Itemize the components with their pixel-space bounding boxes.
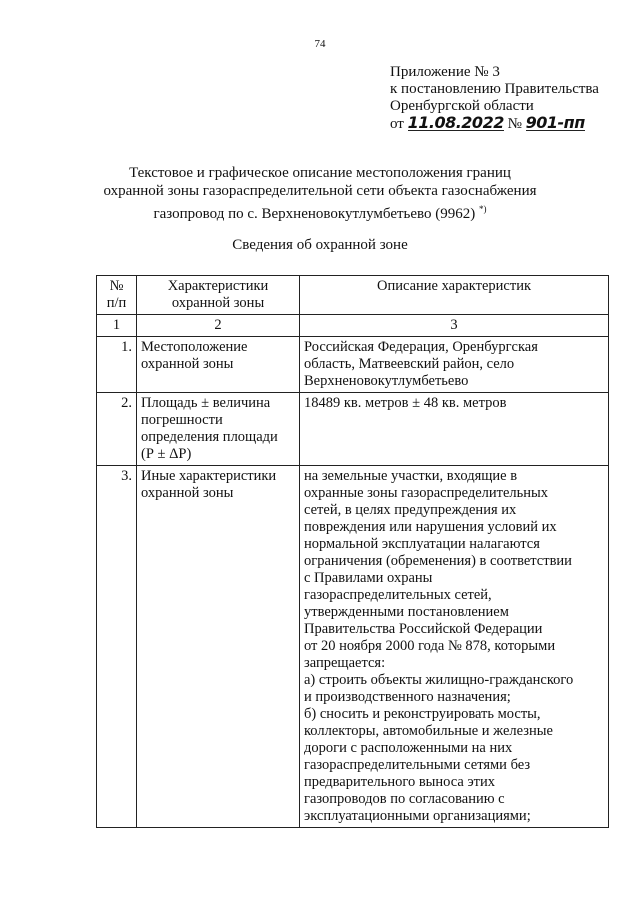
row-description: 18489 кв. метров ± 48 кв. метров <box>300 393 609 466</box>
appendix-date: 11.08.2022 <box>407 113 504 132</box>
section-title: Сведения об охранной зоне <box>232 237 408 253</box>
column-number: 2 <box>137 315 300 337</box>
page-number: 74 <box>314 38 326 50</box>
appendix-date-line <box>390 115 599 133</box>
appendix-from-prefix: от <box>390 116 404 132</box>
column-number-row <box>97 315 609 337</box>
table-row <box>97 393 609 466</box>
row-characteristic: Местоположение охранной зоны <box>137 337 300 393</box>
column-number: 3 <box>300 315 609 337</box>
appendix-line-3: Оренбургской области <box>390 98 534 114</box>
header-num: № п/п <box>97 276 137 315</box>
header-characteristics: Характеристики охранной зоны <box>137 276 300 315</box>
footnote-mark: *) <box>479 204 487 214</box>
title-line-3 <box>0 200 640 223</box>
title-line-1: Текстовое и графическое описание местоположения границ <box>129 165 511 181</box>
document-title <box>0 164 640 223</box>
appendix-line-1: Приложение № 3 <box>390 64 500 80</box>
table-header-row <box>97 276 609 315</box>
appendix-line-2: к постановлению Правительства <box>390 81 599 97</box>
title-line-2: охранной зоны газораспределительной сети объекта газоснабжения <box>103 183 537 199</box>
appendix-number-sign: № <box>507 116 522 132</box>
column-number: 1 <box>97 315 137 337</box>
row-description: на земельные участки, входящие в охранные зоны газораспределительных сетей, в целях предупреждения их повреждения или нарушения условий их нормальной эксплуатации налагаются ограничения (обременения) в соответствии с Правилами охраны газораспределительных сетей, утвержденными постановлением Правительства Российской Федерации от 20 ноября 2000 года № 878, которыми запрещается: а) строить объекты жилищно-гражданского и производственного назначения; б) сносить и реконструировать мосты, коллекторы, автомобильные и железные дороги с расположенными на них газораспределительными сетями без предварительного выноса этих газопроводов по согласованию с эксплуатационными организациями; <box>300 466 609 828</box>
row-description: Российская Федерация, Оренбургская область, Матвеевский район, село Верхненовокутлумбетьево <box>300 337 609 393</box>
table-row <box>97 466 609 828</box>
protection-zone-table <box>96 275 609 828</box>
row-number: 2. <box>97 393 137 466</box>
row-number: 3. <box>97 466 137 828</box>
appendix-number: 901-пп <box>525 113 585 132</box>
appendix-header <box>390 64 599 133</box>
row-number: 1. <box>97 337 137 393</box>
title-line-3-text: газопровод по с. Верхненовокутлумбетьево (9962) <box>153 206 476 222</box>
row-characteristic: Площадь ± величина погрешности определения площади (Р ± ΔР) <box>137 393 300 466</box>
header-description: Описание характеристик <box>300 276 609 315</box>
table-row <box>97 337 609 393</box>
row-characteristic: Иные характеристики охранной зоны <box>137 466 300 828</box>
